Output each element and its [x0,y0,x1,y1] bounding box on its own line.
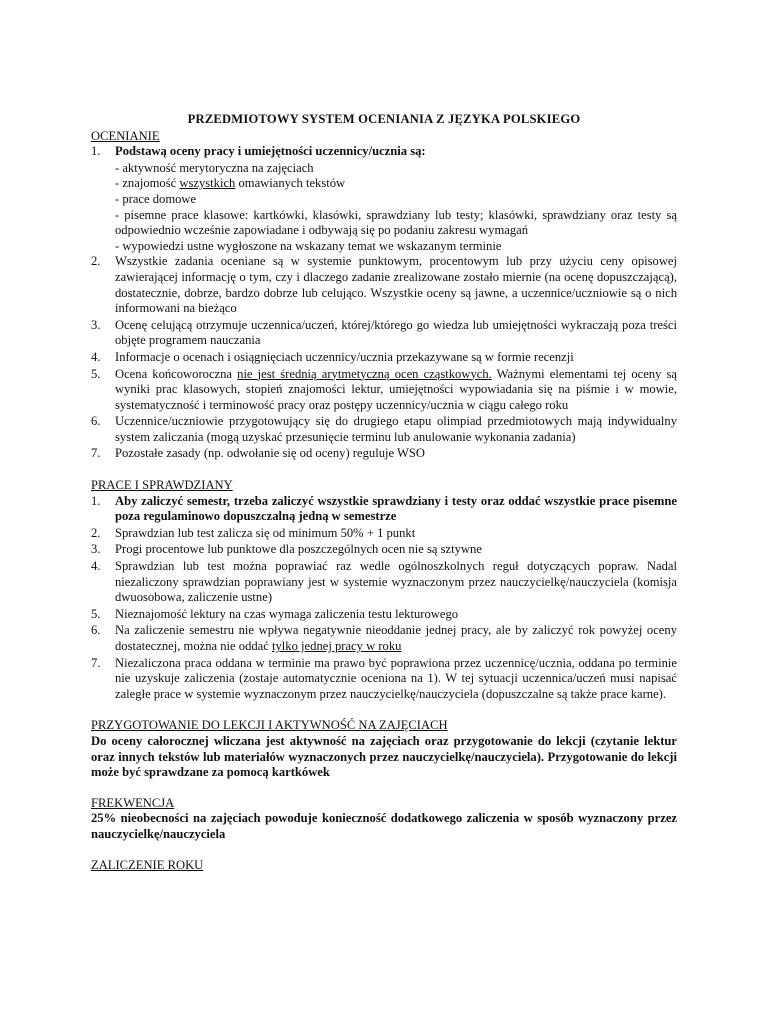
item-text: Ocenę celującą otrzymuje uczennica/uczeń, której/którego go wiedza lub umiejętności wykraczają poza treści objęte programem nauczania [115,317,677,348]
item-text: Uczennice/uczniowie przygotowujący się do drugiego etapu olimpiad przedmiotowych mają indywidualny system zaliczania (mogą uzyskać przesunięcie terminu lub anulowanie wykonania zadania) [115,414,677,444]
item-text: Wszystkie zadania oceniane są w systemie punktowym, procentowym lub przy użyciu ceny opisowej zawierającej informację o tym, czy i dlaczego zadanie zrealizowane zostało miernie (na ocenę dopuszczającą), dostatecznie, dobrze, bardzo dobrze lub celująco. Wszystkie oceny są jawne, a uczennice/uczniowie są o nich informowani na bieżąco [115,254,677,316]
list-item: 1. Aby zaliczyć semestr, trzeba zaliczyć wszystkie sprawdziany i testy oraz oddać wszystkie prace pisemne poza regulaminowo dopuszczalną jedną w semestrze [91,493,677,524]
sub-item: - znajomość wszystkich omawianych tekstów [115,176,346,191]
sub-item: - wypowiedzi ustne wygłoszone na wskazany temat we wskazanym terminie [115,238,502,253]
list-item: 5. Nieznajomość lektury na czas wymaga zaliczenia testu lekturowego [91,606,459,621]
list-item: 6. Uczennice/uczniowie przygotowujący się do drugiego etapu olimpiad przedmiotowych mają indywidualny system zaliczania (mogą uzyskać przesunięcie terminu lub anulowanie wykonania zadania) [91,414,677,444]
list-item: 6. Na zaliczenie semestru nie wpływa negatywnie nieoddanie jednej pracy, ale by zaliczyć rok powyżej oceny dostatecznej, można nie oddać tylko jednej pracy w roku [91,623,677,653]
item-text: Na zaliczenie semestru nie wpływa negatywnie nieoddanie jednej pracy, ale by zaliczyć rok powyżej oceny dostatecznej, można nie oddać tylko jednej pracy w roku [115,623,677,653]
item-text: Pozostałe zasady (np. odwołanie się od oceny) reguluje WSO [115,446,425,461]
item-number: 1. [91,144,101,159]
item-text: Ocena końcoworoczna nie jest średnią arytmetyczną ocen cząstkowych. Ważnymi elementami tej oceny są wyniki prac klasowych, stopień znajomości lektur, umiejętności wypowiadania się na piśmie i w mowie, systematyczność i terminowość pracy oraz postępy uczennicy/ucznia w ciągu całego roku [115,366,677,412]
list-item [91,144,677,160]
document-page [91,112,677,873]
sub-item: - aktywność merytoryczna na zajęciach [115,160,314,175]
ocenianie-list-cont [91,254,677,462]
sub-item: - prace domowe [115,191,197,206]
item-text: Niezaliczona praca oddana w terminie ma prawo być poprawiona przez uczennicę/ucznia, oddana po terminie nie uzyskuje zaliczenia (zostaje automatycznie oceniona na 1). W tej sytuacji uczennica/uczeń musi napisać zaległe prace w systemie wyznaczonym przez nauczycielkę/nauczyciela (dopuszczalne są także prace karne). [115,655,677,701]
item-text: Sprawdzian lub test zalicza się od minimum 50% + 1 punkt [115,525,416,540]
item-text: Nieznajomość lektury na czas wymaga zaliczenia testu lekturowego [115,606,459,621]
frekwencja-text: 25% nieobecności na zajęciach powoduje konieczność dodatkowego zaliczenia w sposób wyznaczony przez nauczycielkę/nauczyciela [91,811,677,841]
prace-list [91,494,677,703]
list-item: 4. Informacje o ocenach i osiągnięciach uczennicy/ucznia przekazywane są w formie recenzji [91,349,574,364]
list-item: 3. Progi procentowe lub punktowe dla poszczególnych ocen nie są sztywne [91,542,482,557]
item-text: Progi procentowe lub punktowe dla poszczególnych ocen nie są sztywne [115,542,482,557]
list-item: 2. Wszystkie zadania oceniane są w systemie punktowym, procentowym lub przy użyciu ceny opisowej zawierającej informację o tym, czy i dlaczego zadanie zrealizowane zostało miernie (na ocenę dopuszczającą), dostatecznie, dobrze, bardzo dobrze lub celująco. Wszystkie oceny są jawne, a uczennice/uczniowie są o nich informowani na bieżąco [91,254,677,316]
list-item: 7. Niezaliczona praca oddana w terminie ma prawo być poprawiona przez uczennicę/ucznia, oddana po terminie nie uzyskuje zaliczenia (zostaje automatycznie oceniona na 1). W tej sytuacji uczennica/uczeń musi napisać zaległe prace w systemie wyznaczonym przez nauczycielkę/nauczyciela (dopuszczalne są także prace karne). [91,655,677,701]
list-item: 4. Sprawdzian lub test można poprawiać raz wedle ogólnoszkolnych reguł dotyczących popraw. Nadal niezaliczony sprawdzian poprawiany jest w systemie wyznaczonym przez nauczycielkę/nauczyciela (komisja dwuosobowa, zaliczenie ustne) [91,559,677,605]
item-text: Sprawdzian lub test można poprawiać raz wedle ogólnoszkolnych reguł dotyczących popraw. Nadal niezaliczony sprawdzian poprawiany jest w systemie wyznaczonym przez nauczycielkę/nauczyciela (komisja dwuosobowa, zaliczenie ustne) [115,559,677,605]
list-item: 2. Sprawdzian lub test zalicza się od minimum 50% + 1 punkt [91,525,416,540]
ocenianie-list [91,144,677,160]
section-heading-zaliczenie: ZALICZENIE ROKU [91,857,204,872]
list-item: 3. Ocenę celującą otrzymuje uczennica/uczeń, której/którego go wiedza lub umiejętności wykraczają poza treści objęte programem nauczania [91,317,677,348]
list-item: 7. Pozostałe zasady (np. odwołanie się od oceny) reguluje WSO [91,446,425,461]
item-text: Aby zaliczyć semestr, trzeba zaliczyć wszystkie sprawdziany i testy oraz oddać wszystkie prace pisemne poza regulaminowo dopuszczalną jedną w semestrze [115,493,677,524]
section-heading-ocenianie: OCENIANIE [91,128,160,143]
list-item: 5. Ocena końcoworoczna nie jest średnią arytmetyczną ocen cząstkowych. Ważnymi elementami tej oceny są wyniki prac klasowych, stopień znajomości lektur, umiejętności wypowiadania się na piśmie i w mowie, systematyczność i terminowość pracy oraz postępy uczennicy/ucznia w ciągu całego roku [91,366,677,412]
item-text: Podstawą oceny pracy i umiejętności uczennicy/ucznia są: [115,144,426,159]
section-heading-prace: PRACE I SPRAWDZIANY [91,478,233,493]
section-heading-frekwencja: FREKWENCJA [91,795,175,810]
przygotowanie-text: Do oceny całorocznej wliczana jest aktywność na zajęciach oraz przygotowanie do lekcji (czytanie lektur oraz innych tekstów lub materiałów wyznaczonych przez nauczycielkę/nauczyciela). Przygotowanie do lekcji może być sprawdzane za pomocą kartkówek [91,733,677,780]
document-title: PRZEDMIOTOWY SYSTEM OCENIANIA Z JĘZYKA POLSKIEGO [187,112,581,126]
sub-item: - pisemne prace klasowe: kartkówki, klasówki, sprawdziany lub testy; klasówki, sprawdziany oraz testy są odpowiednio wcześnie zapowiadane i odbywają się po podaniu zakresu wymagań [115,207,677,238]
section-heading-przygotowanie: PRZYGOTOWANIE DO LEKCJI I AKTYWNOŚĆ NA ZAJĘCIACH [91,718,448,733]
item-text: Informacje o ocenach i osiągnięciach uczennicy/ucznia przekazywane są w formie recenzji [115,349,574,364]
